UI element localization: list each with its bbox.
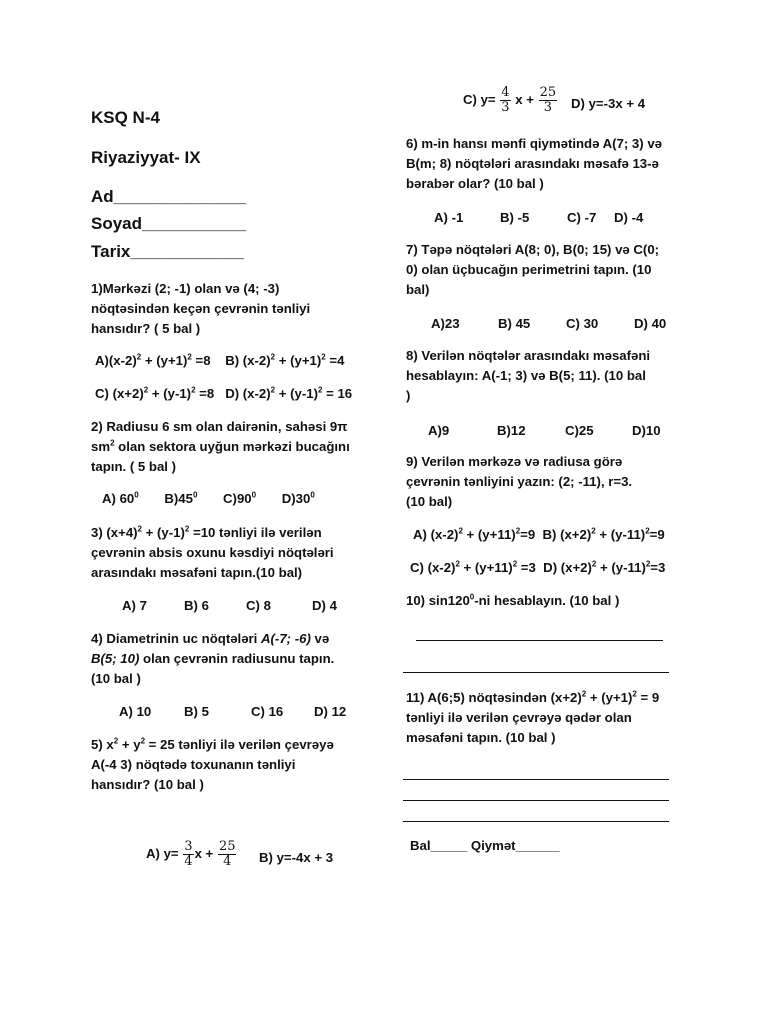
question-9-options-row-2: C) $(x-2)^2 + (y+11)^2 =3$ D) $(x+2)^2 + (y-11)^2=3$ bbox=[410, 559, 666, 575]
question-3: 3) $(x+4)^2 + (y-1)^2 =10$ tənliyi ilə verilən çevrənin absis oxunu kəsdiyi nöqtələri arasındakı məsafəni tapın.(10 bal) bbox=[91, 524, 334, 580]
question-8-option-a: A)9 bbox=[428, 423, 450, 438]
question-6-option-a: A) -1 bbox=[434, 210, 464, 225]
question-6-option-d: D) -4 bbox=[614, 210, 644, 225]
question-8: 8) Verilən nöqtələr arasındakı məsafəni hesablayın: A(-1; 3) və B(5; 11). (10 bal ) bbox=[406, 348, 651, 403]
date-field: Tarix____________ bbox=[91, 242, 244, 261]
question-4-option-c: C) 16 bbox=[251, 704, 284, 719]
question-4: 4) Diametrinin uc nöqtələri A(-7; -6) və B(5; 10) olan çevrənin radiusunu tapın. (10 bal ) bbox=[91, 631, 335, 686]
question-1-options-row-2: C) $(x+2)^2 + (y-1)^2 =8$ D) $(x-2)^2 + (y-1)^2 = 16$ bbox=[95, 385, 353, 401]
question-5-option-c: C) y= $\frac{4}{3}$ x + $\frac{25}{3}$ bbox=[463, 85, 557, 115]
fraction-25-3: $\frac{25}{3}$ bbox=[539, 85, 557, 115]
question-9-options-row-1: A) $(x-2)^2 + (y+11)^2=9$ B) $(x+2)^2 + (y-11)^2=9$ bbox=[413, 526, 665, 542]
question-9: 9) Verilən mərkəzə və radiusa görə çevrənin tənliyini yazın: (2; -11), r=3. (10 bal) bbox=[406, 454, 633, 509]
question-7: 7) Təpə nöqtələri A(8; 0), B(0; 15) və C(0; 0) olan üçbucağın perimetrini tapın. (10 bal) bbox=[406, 242, 660, 297]
question-4-option-b: B) 5 bbox=[184, 704, 209, 719]
answer-line bbox=[403, 672, 669, 673]
question-6: 6) m-in hansı mənfi qiymətində A(7; 3) və B(m; 8) nöqtələri arasındakı məsafə 13-ə bərabər olar? (10 bal ) bbox=[406, 136, 662, 191]
fraction-4-3: $\frac{4}{3}$ bbox=[501, 85, 510, 115]
question-8-option-d: D)10 bbox=[632, 423, 661, 438]
question-4-option-a: A) 10 bbox=[119, 704, 152, 719]
score-field: Bal_____ Qiymət______ bbox=[410, 838, 560, 853]
question-7-option-a: A)23 bbox=[431, 316, 460, 331]
question-10: 10) $\sin 120^0-ni$ hesablayın. (10 bal ) bbox=[406, 592, 620, 608]
question-3-option-c: C) 8 bbox=[246, 598, 271, 613]
question-5: 5) $x^2 + y^2 = 25$ tənliyi ilə verilən çevrəyə A(-4 3) nöqtədə toxunanın tənliyi hansıdır? (10 bal ) bbox=[91, 736, 334, 792]
answer-line bbox=[403, 821, 669, 822]
question-2: 2) Radiusu 6 sm olan dairənin, sahəsi 9π $sm^2$ olan sektora uyğun mərkəzi bucağını tapın. ( 5 bal ) bbox=[91, 419, 350, 474]
question-1-options-row-1: $A)(x-2)^2 + (y+1)^2 =8$ B) $(x-2)^2 + (y+1)^2 =4$ bbox=[95, 352, 345, 368]
question-1: 1)Mərkəzi (2; -1) olan və (4; -3) nöqtəsindən keçən çevrənin tənliyi hansıdır? ( 5 bal ) bbox=[91, 281, 311, 336]
question-3-option-d: D) 4 bbox=[312, 598, 337, 613]
question-7-option-c: C) 30 bbox=[566, 316, 599, 331]
question-8-option-b: B)12 bbox=[497, 423, 526, 438]
question-5-option-a: A) y= $\frac{3}{4}$ x + $\frac{25}{4}$ bbox=[146, 839, 236, 869]
question-5-option-b: B) y=-4x + 3 bbox=[259, 850, 334, 865]
answer-line bbox=[403, 800, 669, 801]
name-field: Ad______________ bbox=[91, 187, 247, 206]
question-11: 11) A(6;5) nöqtəsindən $(x+2)^2 + (y+1)^2 = 9$ tənliyi ilə verilən çevrəyə qədər olan məsafəni tapın. (10 bal ) bbox=[406, 689, 660, 745]
question-3-option-a: A) 7 bbox=[122, 598, 147, 613]
surname-field: Soyad___________ bbox=[91, 214, 247, 233]
question-6-option-b: B) -5 bbox=[500, 210, 530, 225]
question-8-option-c: C)25 bbox=[565, 423, 594, 438]
question-7-option-d: D) 40 bbox=[634, 316, 667, 331]
question-6-option-c: C) -7 bbox=[567, 210, 597, 225]
subject-title: Riyaziyyat- IX bbox=[91, 148, 201, 167]
fraction-3-4: $\frac{3}{4}$ bbox=[184, 839, 193, 869]
question-2-options: A) $60^0$ $B)45^0$ $C)90^0$ $D)30^0$ bbox=[102, 490, 315, 506]
answer-line bbox=[416, 640, 663, 641]
fraction-25-4: $\frac{25}{4}$ bbox=[218, 839, 236, 869]
question-3-option-b: B) 6 bbox=[184, 598, 209, 613]
question-5-option-d: D) y=-3x + 4 bbox=[571, 96, 646, 111]
question-4-option-d: D) 12 bbox=[314, 704, 347, 719]
answer-line bbox=[403, 779, 669, 780]
page-title: KSQ N-4 bbox=[91, 108, 160, 127]
question-7-option-b: B) 45 bbox=[498, 316, 531, 331]
